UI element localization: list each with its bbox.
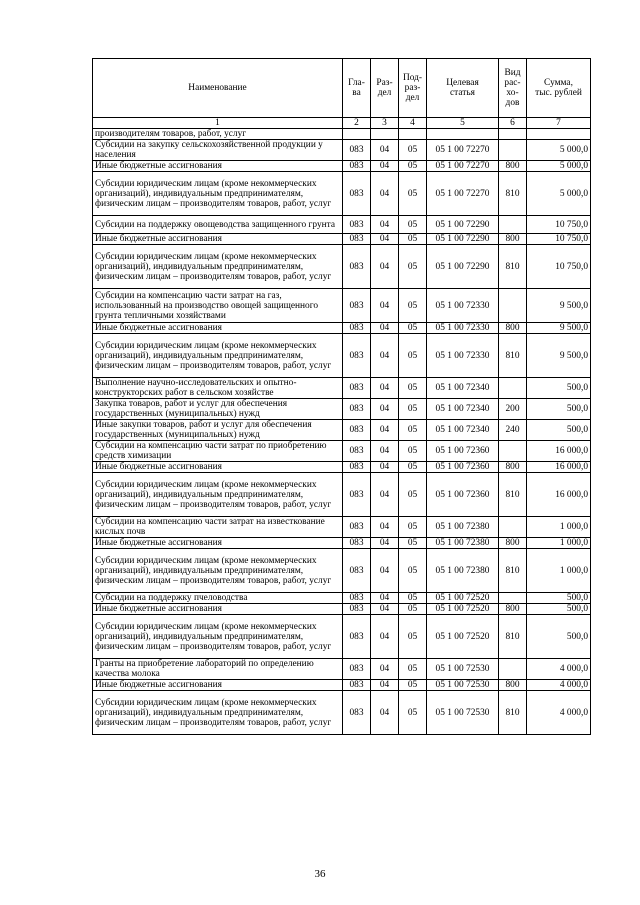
row-subsection: 05 — [399, 473, 427, 517]
row-amount: 16 000,0 — [527, 441, 591, 462]
row-target-article: 05 1 00 72330 — [427, 334, 499, 378]
row-chapter: 083 — [343, 140, 371, 161]
row-target-article: 05 1 00 72290 — [427, 216, 499, 234]
row-subsection: 05 — [399, 378, 427, 399]
row-amount: 10 750,0 — [527, 216, 591, 234]
row-target-article: 05 1 00 72380 — [427, 517, 499, 538]
row-section: 04 — [371, 399, 399, 420]
row-chapter: 083 — [343, 289, 371, 323]
row-name: Иные бюджетные ассигнования — [93, 462, 343, 473]
row-expense-type: 240 — [499, 420, 527, 441]
header-section: Раз- дел — [371, 59, 399, 118]
row-name: Субсидии на компенсацию части затрат на газ, использованный на производство овощей защищенного грунта тепличными хозяйствами — [93, 289, 343, 323]
row-target-article: 05 1 00 72330 — [427, 323, 499, 334]
row-amount: 16 000,0 — [527, 462, 591, 473]
row-expense-type: 800 — [499, 161, 527, 172]
row-chapter: 083 — [343, 691, 371, 735]
row-section: 04 — [371, 659, 399, 680]
table-header-row — [93, 59, 591, 118]
row-chapter: 083 — [343, 245, 371, 289]
table-row — [93, 604, 591, 615]
table-row — [93, 289, 591, 323]
row-subsection: 05 — [399, 234, 427, 245]
row-chapter: 083 — [343, 216, 371, 234]
row-section: 04 — [371, 593, 399, 604]
row-section: 04 — [371, 161, 399, 172]
row-amount — [527, 129, 591, 140]
row-amount: 16 000,0 — [527, 473, 591, 517]
row-expense-type: 810 — [499, 245, 527, 289]
row-target-article: 05 1 00 72380 — [427, 549, 499, 593]
row-section: 04 — [371, 441, 399, 462]
row-chapter: 083 — [343, 473, 371, 517]
row-section — [371, 129, 399, 140]
row-subsection: 05 — [399, 172, 427, 216]
row-chapter: 083 — [343, 441, 371, 462]
row-name: Закупка товаров, работ и услуг для обеспечения государственных (муниципальных) нужд — [93, 399, 343, 420]
row-amount: 9 500,0 — [527, 334, 591, 378]
row-target-article — [427, 129, 499, 140]
row-chapter: 083 — [343, 399, 371, 420]
row-subsection — [399, 129, 427, 140]
row-amount: 500,0 — [527, 604, 591, 615]
row-section: 04 — [371, 289, 399, 323]
row-expense-type — [499, 441, 527, 462]
column-number: 1 — [93, 118, 343, 129]
table-row — [93, 140, 591, 161]
table-row — [93, 441, 591, 462]
table-row — [93, 691, 591, 735]
row-chapter: 083 — [343, 549, 371, 593]
row-expense-type — [499, 659, 527, 680]
row-subsection: 05 — [399, 615, 427, 659]
row-section: 04 — [371, 334, 399, 378]
table-row — [93, 129, 591, 140]
row-chapter: 083 — [343, 680, 371, 691]
row-amount: 9 500,0 — [527, 289, 591, 323]
row-name: Субсидии на поддержку пчеловодства — [93, 593, 343, 604]
row-name: Субсидии на закупку сельскохозяйственной продукции у населения — [93, 140, 343, 161]
row-target-article: 05 1 00 72520 — [427, 604, 499, 615]
table-row — [93, 399, 591, 420]
row-expense-type: 800 — [499, 604, 527, 615]
row-subsection: 05 — [399, 538, 427, 549]
row-section: 04 — [371, 538, 399, 549]
row-amount: 10 750,0 — [527, 234, 591, 245]
row-expense-type — [499, 378, 527, 399]
header-chapter: Гла- ва — [343, 59, 371, 118]
row-target-article: 05 1 00 72270 — [427, 161, 499, 172]
table-row — [93, 517, 591, 538]
row-expense-type: 810 — [499, 691, 527, 735]
row-amount: 500,0 — [527, 593, 591, 604]
row-subsection: 05 — [399, 549, 427, 593]
row-section: 04 — [371, 245, 399, 289]
row-target-article: 05 1 00 72520 — [427, 615, 499, 659]
row-target-article: 05 1 00 72380 — [427, 538, 499, 549]
row-target-article: 05 1 00 72520 — [427, 593, 499, 604]
row-amount: 5 000,0 — [527, 161, 591, 172]
row-name: Субсидии на компенсацию части затрат по приобретению средств химизации — [93, 441, 343, 462]
column-number: 2 — [343, 118, 371, 129]
row-chapter: 083 — [343, 604, 371, 615]
row-name: производителям товаров, работ, услуг — [93, 129, 343, 140]
table-row — [93, 680, 591, 691]
header-subsection: Под- раз- дел — [399, 59, 427, 118]
table-row — [93, 473, 591, 517]
row-expense-type: 810 — [499, 473, 527, 517]
row-chapter: 083 — [343, 538, 371, 549]
row-expense-type — [499, 216, 527, 234]
row-expense-type: 800 — [499, 680, 527, 691]
row-target-article: 05 1 00 72340 — [427, 420, 499, 441]
row-subsection: 05 — [399, 420, 427, 441]
table-row — [93, 420, 591, 441]
table-row — [93, 593, 591, 604]
column-number: 7 — [527, 118, 591, 129]
row-name: Иные закупки товаров, работ и услуг для обеспечения государственных (муниципальных) нужд — [93, 420, 343, 441]
row-amount: 4 000,0 — [527, 659, 591, 680]
row-chapter: 083 — [343, 615, 371, 659]
row-chapter: 083 — [343, 420, 371, 441]
row-subsection: 05 — [399, 680, 427, 691]
row-subsection: 05 — [399, 462, 427, 473]
table-row — [93, 172, 591, 216]
row-target-article: 05 1 00 72290 — [427, 245, 499, 289]
header-name: Наименование — [93, 59, 343, 118]
column-number-row — [93, 118, 591, 129]
row-amount: 1 000,0 — [527, 549, 591, 593]
row-expense-type: 810 — [499, 172, 527, 216]
table-row — [93, 245, 591, 289]
row-name: Субсидии юридическим лицам (кроме некоммерческих организаций), индивидуальным предпринимателям, физическим лицам – производителям товаров, работ, услуг — [93, 549, 343, 593]
header-target-article: Целевая статья — [427, 59, 499, 118]
row-name: Иные бюджетные ассигнования — [93, 161, 343, 172]
row-subsection: 05 — [399, 289, 427, 323]
row-name: Иные бюджетные ассигнования — [93, 604, 343, 615]
row-section: 04 — [371, 216, 399, 234]
table-row — [93, 462, 591, 473]
row-section: 04 — [371, 323, 399, 334]
row-expense-type: 800 — [499, 323, 527, 334]
row-subsection: 05 — [399, 245, 427, 289]
row-section: 04 — [371, 691, 399, 735]
row-subsection: 05 — [399, 691, 427, 735]
row-target-article: 05 1 00 72530 — [427, 691, 499, 735]
row-subsection: 05 — [399, 161, 427, 172]
column-number: 5 — [427, 118, 499, 129]
row-target-article: 05 1 00 72270 — [427, 140, 499, 161]
row-amount: 500,0 — [527, 399, 591, 420]
row-expense-type: 800 — [499, 538, 527, 549]
row-name: Субсидии на компенсацию части затрат на известкование кислых почв — [93, 517, 343, 538]
row-target-article: 05 1 00 72360 — [427, 441, 499, 462]
row-amount: 1 000,0 — [527, 538, 591, 549]
row-section: 04 — [371, 615, 399, 659]
table-row — [93, 216, 591, 234]
table-row — [93, 615, 591, 659]
row-name: Иные бюджетные ассигнования — [93, 538, 343, 549]
row-amount: 500,0 — [527, 378, 591, 399]
row-amount: 5 000,0 — [527, 172, 591, 216]
row-section: 04 — [371, 517, 399, 538]
row-chapter: 083 — [343, 462, 371, 473]
row-chapter: 083 — [343, 334, 371, 378]
row-expense-type — [499, 517, 527, 538]
header-expense-type: Вид рас- хо- дов — [499, 59, 527, 118]
row-subsection: 05 — [399, 399, 427, 420]
row-name: Субсидии юридическим лицам (кроме некоммерческих организаций), индивидуальным предпринимателям, физическим лицам – производителям товаров, работ, услуг — [93, 473, 343, 517]
table-row — [93, 161, 591, 172]
page-number: 36 — [314, 868, 326, 880]
row-name: Субсидии юридическим лицам (кроме некоммерческих организаций), индивидуальным предпринимателям, физическим лицам – производителям товаров, работ, услуг — [93, 334, 343, 378]
table-body — [93, 129, 591, 735]
row-amount: 10 750,0 — [527, 245, 591, 289]
row-section: 04 — [371, 172, 399, 216]
row-chapter — [343, 129, 371, 140]
table-row — [93, 659, 591, 680]
row-name: Субсидии юридическим лицам (кроме некоммерческих организаций), индивидуальным предпринимателям, физическим лицам – производителям товаров, работ, услуг — [93, 615, 343, 659]
column-number: 3 — [371, 118, 399, 129]
row-name: Субсидии юридическим лицам (кроме некоммерческих организаций), индивидуальным предпринимателям, физическим лицам – производителям товаров, работ, услуг — [93, 245, 343, 289]
row-chapter: 083 — [343, 659, 371, 680]
row-subsection: 05 — [399, 593, 427, 604]
row-section: 04 — [371, 473, 399, 517]
row-target-article: 05 1 00 72360 — [427, 462, 499, 473]
row-expense-type — [499, 593, 527, 604]
row-target-article: 05 1 00 72530 — [427, 680, 499, 691]
row-subsection: 05 — [399, 334, 427, 378]
row-amount: 4 000,0 — [527, 680, 591, 691]
row-name: Субсидии юридическим лицам (кроме некоммерческих организаций), индивидуальным предпринимателям, физическим лицам – производителям товаров, работ, услуг — [93, 172, 343, 216]
row-target-article: 05 1 00 72270 — [427, 172, 499, 216]
row-chapter: 083 — [343, 378, 371, 399]
row-section: 04 — [371, 462, 399, 473]
table-row — [93, 549, 591, 593]
row-name: Иные бюджетные ассигнования — [93, 680, 343, 691]
row-chapter: 083 — [343, 161, 371, 172]
row-amount: 4 000,0 — [527, 691, 591, 735]
row-section: 04 — [371, 140, 399, 161]
row-chapter: 083 — [343, 323, 371, 334]
row-expense-type: 800 — [499, 234, 527, 245]
row-target-article: 05 1 00 72340 — [427, 399, 499, 420]
header-amount: Сумма, тыс. рублей — [527, 59, 591, 118]
row-target-article: 05 1 00 72340 — [427, 378, 499, 399]
row-subsection: 05 — [399, 604, 427, 615]
row-name: Гранты на приобретение лабораторий по определению качества молока — [93, 659, 343, 680]
row-name: Иные бюджетные ассигнования — [93, 323, 343, 334]
row-amount: 5 000,0 — [527, 140, 591, 161]
table-row — [93, 538, 591, 549]
row-section: 04 — [371, 549, 399, 593]
row-target-article: 05 1 00 72530 — [427, 659, 499, 680]
row-expense-type: 800 — [499, 462, 527, 473]
row-chapter: 083 — [343, 593, 371, 604]
row-amount: 9 500,0 — [527, 323, 591, 334]
row-expense-type: 810 — [499, 549, 527, 593]
row-section: 04 — [371, 420, 399, 441]
row-amount: 500,0 — [527, 420, 591, 441]
row-target-article: 05 1 00 72330 — [427, 289, 499, 323]
row-amount: 1 000,0 — [527, 517, 591, 538]
table-row — [93, 334, 591, 378]
row-expense-type — [499, 289, 527, 323]
row-subsection: 05 — [399, 140, 427, 161]
row-subsection: 05 — [399, 659, 427, 680]
row-subsection: 05 — [399, 323, 427, 334]
row-subsection: 05 — [399, 216, 427, 234]
column-number: 6 — [499, 118, 527, 129]
row-chapter: 083 — [343, 234, 371, 245]
row-chapter: 083 — [343, 172, 371, 216]
row-name: Субсидии на поддержку овощеводства защищенного грунта — [93, 216, 343, 234]
row-section: 04 — [371, 604, 399, 615]
table-row — [93, 323, 591, 334]
row-target-article: 05 1 00 72360 — [427, 473, 499, 517]
row-name: Иные бюджетные ассигнования — [93, 234, 343, 245]
row-expense-type — [499, 140, 527, 161]
row-expense-type: 810 — [499, 334, 527, 378]
table-row — [93, 378, 591, 399]
budget-table — [92, 58, 591, 735]
row-subsection: 05 — [399, 517, 427, 538]
row-name: Выполнение научно-исследовательских и опытно-конструкторских работ в сельском хозяйстве — [93, 378, 343, 399]
column-number: 4 — [399, 118, 427, 129]
row-expense-type — [499, 129, 527, 140]
row-section: 04 — [371, 680, 399, 691]
row-section: 04 — [371, 378, 399, 399]
row-expense-type: 810 — [499, 615, 527, 659]
row-chapter: 083 — [343, 517, 371, 538]
row-name: Субсидии юридическим лицам (кроме некоммерческих организаций), индивидуальным предпринимателям, физическим лицам – производителям товаров, работ, услуг — [93, 691, 343, 735]
row-target-article: 05 1 00 72290 — [427, 234, 499, 245]
row-subsection: 05 — [399, 441, 427, 462]
row-section: 04 — [371, 234, 399, 245]
table-row — [93, 234, 591, 245]
row-expense-type: 200 — [499, 399, 527, 420]
row-amount: 500,0 — [527, 615, 591, 659]
